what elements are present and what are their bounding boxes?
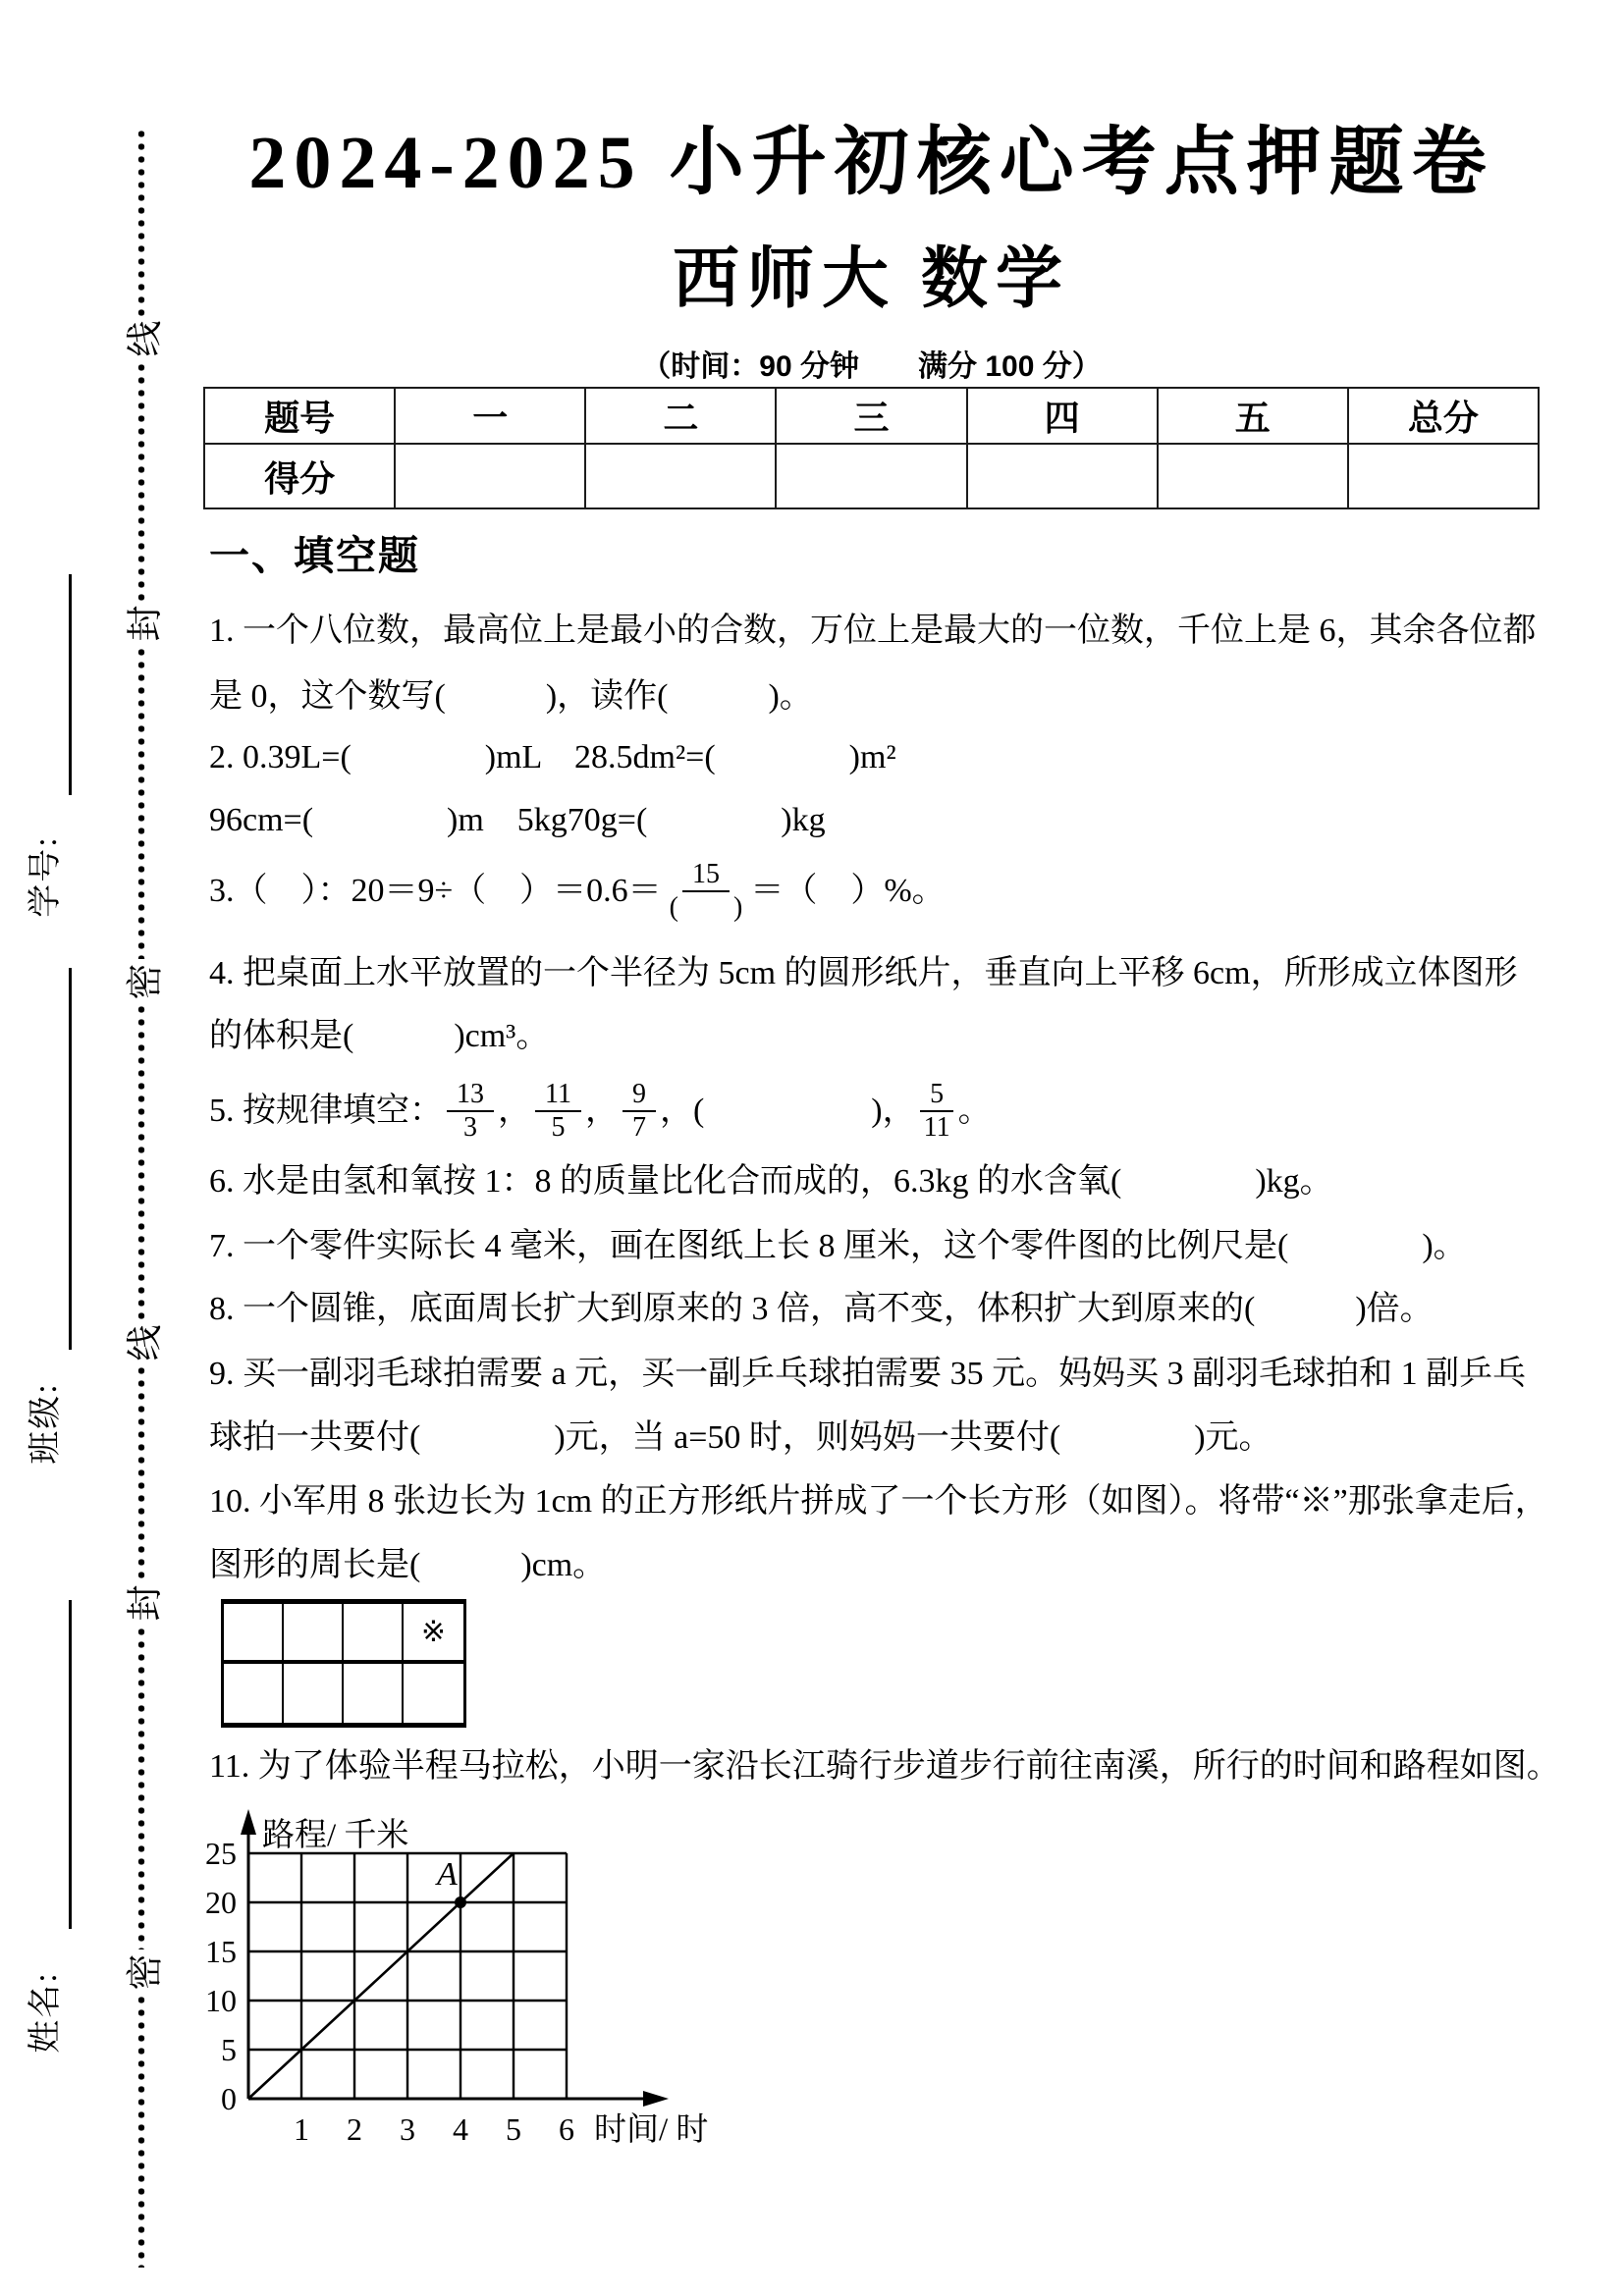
grid-cell — [284, 1604, 344, 1664]
question-1-line-1: 1. 一个八位数，最高位上是最小的合数，万位上是最大的一位数，千位上是 6，其余各位都 — [209, 613, 1537, 649]
score-table-cell: 二 — [585, 388, 776, 444]
separator: ， — [498, 1093, 531, 1129]
svg-text:4: 4 — [453, 2111, 468, 2147]
seal-dotted-line-segment — [137, 361, 145, 601]
question-6: 6. 水是由氢和氧按 1：8 的质量比化合而成的，6.3kg 的水含氧( )kg。 — [209, 1163, 1333, 1200]
svg-text:6: 6 — [559, 2111, 574, 2147]
svg-text:0: 0 — [221, 2081, 237, 2116]
svg-text:10: 10 — [205, 1983, 237, 2018]
svg-text:5: 5 — [221, 2032, 237, 2067]
student-id-blank-line — [69, 574, 72, 795]
svg-text:15: 15 — [205, 1934, 237, 1969]
grid-cell — [224, 1604, 284, 1664]
question-3 — [209, 850, 946, 933]
reference-mark: ※ — [420, 1615, 447, 1648]
seal-dotted-line-segment — [137, 1364, 145, 1580]
score-table-empty-cell — [967, 444, 1158, 508]
grid-cell — [284, 1664, 344, 1724]
question-2-line-2: 96cm=( )m 5kg70g=( )kg — [209, 802, 826, 838]
q11-line-chart — [147, 1799, 776, 2172]
question-11: 11. 为了体验半程马拉松，小明一家沿长江骑行步道步行前往南溪，所行的时间和路程如图。 — [209, 1748, 1560, 1785]
question-3-text: ＝（ ）%。 — [750, 873, 946, 909]
q10-figure-grid — [221, 1599, 466, 1728]
fraction-5-11: $\frac{5}{11}$ — [920, 1079, 954, 1144]
grid-cell — [404, 1664, 463, 1724]
score-table-empty-cell — [585, 444, 776, 508]
svg-text:25: 25 — [205, 1836, 237, 1871]
seal-char-feng: 封 — [126, 1584, 166, 1622]
grid-cell — [344, 1604, 404, 1664]
seal-dotted-line-segment — [137, 1626, 145, 1949]
svg-text:时间/ 时: 时间/ 时 — [594, 2112, 709, 2148]
svg-text:2: 2 — [347, 2111, 362, 2147]
seal-char-feng: 封 — [126, 605, 166, 642]
separator: ， — [659, 1093, 693, 1129]
name-blank-line — [69, 1600, 72, 1929]
name-label: 姓名: — [27, 1971, 64, 2054]
distance-time-chart — [147, 1799, 776, 2172]
class-label: 班级: — [27, 1382, 64, 1465]
student-id-label: 学号: — [27, 835, 64, 918]
score-table-cell: 总分 — [1348, 388, 1539, 444]
score-table-cell: 题号 — [204, 388, 395, 444]
svg-text:1: 1 — [294, 2111, 309, 2147]
score-table-cell: 五 — [1158, 388, 1348, 444]
section-1-heading: 一、填空题 — [209, 533, 420, 578]
question-5-text: 5. 按规律填空： — [209, 1093, 443, 1129]
score-table-cell: 得分 — [204, 444, 395, 508]
separator: ， — [584, 1093, 619, 1129]
seal-char-mi: 密 — [126, 1953, 166, 1991]
score-table-empty-cell — [395, 444, 585, 508]
score-table-cell: 三 — [776, 388, 966, 444]
question-9-line-2: 球拍一共要付( )元，当 a=50 时，则妈妈一共要付( )元。 — [209, 1419, 1272, 1456]
score-table-score-row — [204, 444, 1539, 508]
grid-cell-marked — [404, 1604, 463, 1664]
seal-dotted-line-segment — [137, 1003, 145, 1320]
svg-text:路程/ 千米: 路程/ 千米 — [262, 1818, 409, 1853]
exam-title: 2024-2025 小升初核心考点押题卷 — [248, 122, 1494, 204]
question-2-line-1: 2. 0.39L=( )mL 28.5dm²=( )m² — [209, 739, 896, 775]
exam-subject-title: 西师大 数学 — [672, 241, 1070, 316]
seal-dotted-line-segment — [137, 646, 145, 959]
grid-cell — [224, 1664, 284, 1724]
seal-char-xian: 线 — [126, 320, 166, 357]
question-4-line-1: 4. 把桌面上水平放置的一个半径为 5cm 的圆形纸片，垂直向上平移 6cm，所形成立体图形 — [209, 955, 1518, 991]
grid-cell — [344, 1664, 404, 1724]
class-blank-line — [69, 968, 72, 1350]
svg-text:3: 3 — [400, 2111, 415, 2147]
fraction-9-7: $\frac{9}{7}$ — [623, 1079, 656, 1144]
score-table-cell: 四 — [967, 388, 1158, 444]
score-table-empty-cell — [1158, 444, 1348, 508]
svg-text:20: 20 — [205, 1885, 237, 1920]
answer-blank: ( )， — [692, 1093, 916, 1129]
question-10-line-1: 10. 小军用 8 张边长为 1cm 的正方形纸片拼成了一个长方形（如图）。将带“※”那张拿走后， — [209, 1483, 1548, 1520]
question-1-line-2: 是 0，这个数写( )，读作( )。 — [209, 678, 813, 715]
fraction-13-3: $\frac{13}{3}$ — [447, 1079, 494, 1144]
svg-text:A: A — [437, 1856, 458, 1893]
question-9-line-1: 9. 买一副羽毛球拍需要 a 元，买一副乒乓球拍需要 35 元。妈妈买 3 副羽毛球拍和 1 副乒乓 — [209, 1356, 1527, 1392]
question-7: 7. 一个零件实际长 4 毫米，画在图纸上长 8 厘米，这个零件图的比例尺是( )。 — [209, 1228, 1467, 1264]
fraction-15-over-blank: $\frac{15}{( )}$ — [669, 858, 743, 923]
time-and-score-note: （时间：90 分钟 满分 100 分） — [641, 350, 1102, 383]
question-4-line-2: 的体积是( )cm³。 — [209, 1018, 550, 1054]
seal-char-mi: 密 — [126, 963, 166, 1000]
score-table-cell: 一 — [395, 388, 585, 444]
seal-dotted-line-segment — [137, 1994, 145, 2268]
score-table-empty-cell — [776, 444, 966, 508]
question-5 — [209, 1070, 992, 1152]
score-table-empty-cell — [1348, 444, 1539, 508]
question-8: 8. 一个圆锥，底面周长扩大到原来的 3 倍，高不变，体积扩大到原来的( )倍。 — [209, 1291, 1434, 1327]
fraction-11-5: $\frac{11}{5}$ — [535, 1079, 581, 1144]
seal-dotted-line-segment — [137, 128, 145, 316]
period: 。 — [957, 1093, 992, 1129]
question-3-text: 3.（ ）：20＝9÷（ ）＝0.6＝ — [209, 873, 662, 909]
score-table — [203, 387, 1540, 509]
svg-text:5: 5 — [506, 2111, 521, 2147]
score-table-header-row — [204, 388, 1539, 444]
question-10-line-2: 图形的周长是( )cm。 — [209, 1547, 607, 1583]
seal-char-xian: 线 — [126, 1324, 166, 1362]
